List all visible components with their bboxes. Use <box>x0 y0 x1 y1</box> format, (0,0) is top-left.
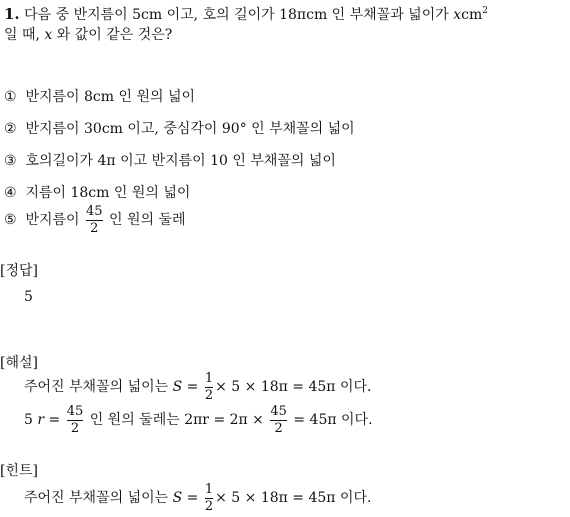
choice-2[interactable] <box>4 121 355 138</box>
explanation-text: 5 <box>24 412 38 429</box>
fraction <box>86 205 103 235</box>
denominator: 2 <box>204 498 214 514</box>
explanation-text-c: = 45π 이다. <box>288 412 373 429</box>
hint-label: [힌트] <box>0 463 38 479</box>
hint-text: 주어진 부채꼴의 넓이는 <box>24 490 173 507</box>
choice-marker: ① <box>4 89 17 105</box>
hint-text-b: × 5 × 18π = 45π 이다. <box>215 490 372 507</box>
numerator: 1 <box>204 371 214 386</box>
denominator: 2 <box>90 220 99 236</box>
choice-text: 호의길이가 4π 이고 반지름이 10 인 부채꼴의 넓이 <box>25 153 336 169</box>
choice-5[interactable] <box>4 205 186 235</box>
fraction <box>67 405 84 435</box>
choice-marker: ④ <box>4 185 17 201</box>
numerator: 45 <box>86 204 103 219</box>
choice-text: 반지름이 <box>25 212 84 229</box>
numerator: 45 <box>66 404 84 419</box>
fraction <box>205 483 213 513</box>
equals: = <box>44 412 65 429</box>
choice-marker: ② <box>4 121 17 137</box>
question-line-1 <box>4 5 488 24</box>
explanation-text-b: 인 원의 둘레는 2πr = 2π × <box>85 412 269 429</box>
explanation-line-1 <box>24 372 371 402</box>
variable-x-2: x <box>44 27 53 43</box>
variable-S: S <box>172 379 183 396</box>
numerator: 1 <box>204 482 214 497</box>
question-text-2a: 일 때, <box>4 27 45 43</box>
choice-1[interactable] <box>4 89 195 106</box>
choice-marker: ⑤ <box>4 212 17 229</box>
answer-label: [정답] <box>0 263 38 279</box>
denominator: 2 <box>70 420 80 436</box>
variable-x: x <box>453 7 462 23</box>
choice-marker: ③ <box>4 153 17 169</box>
explanation-label: [해설] <box>0 355 38 371</box>
denominator: 2 <box>204 387 214 403</box>
fraction <box>270 405 287 435</box>
choice-text: 지름이 18cm 인 원의 넓이 <box>25 185 191 201</box>
unit: cm <box>461 7 483 23</box>
choice-text: 반지름이 8cm 인 원의 넓이 <box>25 89 195 105</box>
question-text: 다음 중 반지름이 5cm 이고, 호의 길이가 18πcm 인 부채꼴과 넓이가 <box>24 7 454 23</box>
choice-4[interactable] <box>4 185 190 202</box>
question-line-2 <box>4 27 172 44</box>
variable-S: S <box>172 490 183 507</box>
explanation-text: 주어진 부채꼴의 넓이는 <box>24 379 173 396</box>
variable-r: r <box>37 412 45 429</box>
answer-value: 5 <box>24 289 33 305</box>
choice-3[interactable] <box>4 153 336 170</box>
choice-text: 반지름이 30cm 이고, 중심각이 90° 인 부채꼴의 넓이 <box>25 121 355 137</box>
choice-text-b: 인 원의 둘레 <box>104 212 186 229</box>
unit-exponent: 2 <box>482 6 488 16</box>
explanation-line-2 <box>24 405 373 435</box>
question-number: 1. <box>4 5 20 23</box>
denominator: 2 <box>274 420 283 436</box>
equals: = <box>182 490 203 507</box>
numerator: 45 <box>270 404 287 419</box>
fraction <box>205 372 213 402</box>
explanation-text-b: × 5 × 18π = 45π 이다. <box>215 379 372 396</box>
question-text-2c: 와 값이 같은 것은? <box>52 27 173 43</box>
equals: = <box>182 379 203 396</box>
hint-line-1 <box>24 483 371 513</box>
